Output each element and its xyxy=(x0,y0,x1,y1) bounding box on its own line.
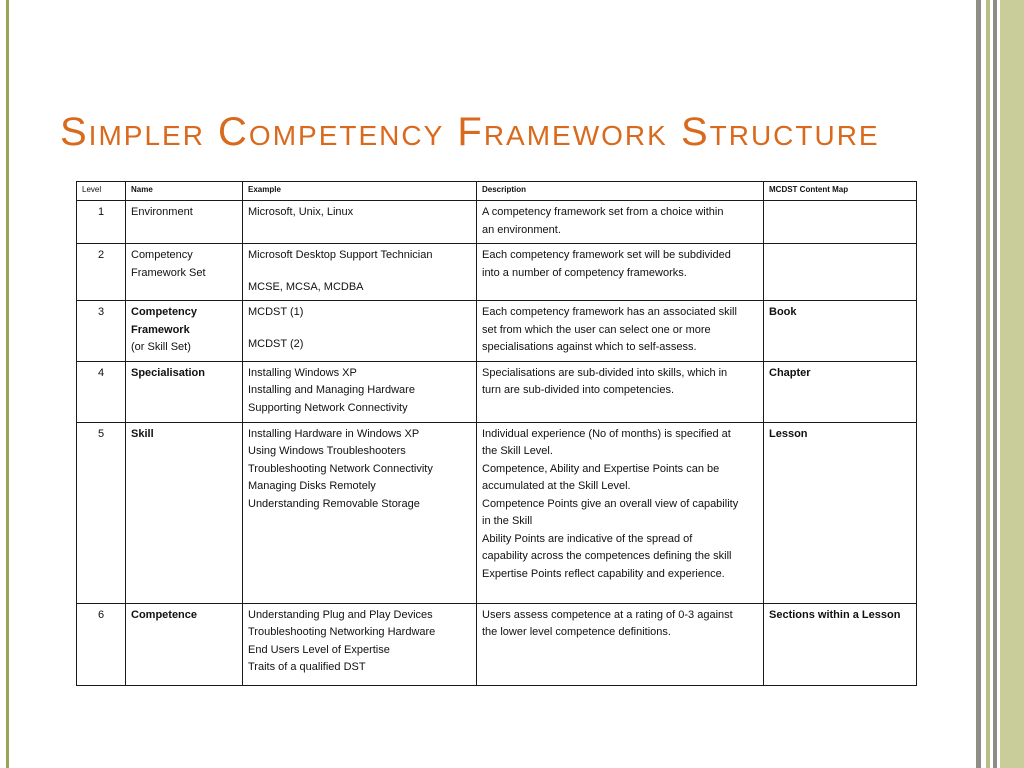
cell-description-line: Users assess competence at a rating of 0-3 against xyxy=(482,608,733,621)
cell-description-line: an environment. xyxy=(482,223,561,236)
cell-description xyxy=(477,422,764,603)
cell-description-line: A competency framework set from a choice within xyxy=(482,206,724,218)
cell-content-map xyxy=(764,201,917,244)
cell-example-line: Installing Hardware in Windows XP xyxy=(248,427,420,440)
cell-description-line: the lower level competence definitions. xyxy=(482,626,671,638)
cell-example-line: Installing Windows XP xyxy=(248,366,357,379)
table-row xyxy=(77,422,917,603)
cell-description-line: set from which the user can select one or more xyxy=(482,323,711,336)
right-bar-1 xyxy=(976,0,981,768)
cell-description xyxy=(477,244,764,301)
right-bar-2 xyxy=(986,0,990,768)
cell-description-line: turn are sub-divided into competencies. xyxy=(482,384,674,396)
table-row xyxy=(77,201,917,244)
cell-example-line: Microsoft Desktop Support Technician xyxy=(248,249,433,261)
header-description: Description xyxy=(477,182,764,201)
cell-level: 1 xyxy=(77,201,126,244)
cell-content-map xyxy=(764,244,917,301)
header-name: Name xyxy=(126,182,243,201)
cell-description-line: capability across the competences defining the skill xyxy=(482,550,732,562)
header-level: Level xyxy=(77,182,126,201)
cell-name xyxy=(126,244,243,301)
header-example: Example xyxy=(243,182,477,201)
cell-example-line: Using Windows Troubleshooters xyxy=(248,445,406,457)
cell-description-line: accumulated at the Skill Level. xyxy=(482,480,631,492)
cell-example xyxy=(243,603,477,685)
table-row xyxy=(77,603,917,685)
cell-example xyxy=(243,201,477,244)
cell-name-line: Environment xyxy=(131,206,193,218)
cell-name xyxy=(126,301,243,362)
cell-name-line: Specialisation xyxy=(131,366,205,379)
table-row xyxy=(77,244,917,301)
cell-name-line: Framework xyxy=(131,323,190,336)
cell-description-line: Competence Points give an overall view of capability xyxy=(482,497,739,510)
cell-description-line: Specialisations are sub-divided into skills, which in xyxy=(482,366,728,379)
cell-name-line: Competency xyxy=(131,249,193,261)
cell-example-line: Supporting Network Connectivity xyxy=(248,401,408,414)
cell-content-map: Sections within a Lesson xyxy=(764,603,917,685)
cell-example-line: Installing and Managing Hardware xyxy=(248,384,415,396)
cell-description-line: Each competency framework set will be subdivided xyxy=(482,249,731,261)
cell-example-line: Troubleshooting Network Connectivity xyxy=(248,462,433,475)
cell-name-line: Competence xyxy=(131,608,198,621)
header-content-map: MCDST Content Map xyxy=(764,182,917,201)
right-bar-4 xyxy=(1000,0,1024,768)
cell-example-line: MCSE, MCSA, MCDBA xyxy=(248,280,364,293)
cell-description xyxy=(477,603,764,685)
table-header-row xyxy=(77,182,917,201)
cell-name xyxy=(126,361,243,422)
cell-description xyxy=(477,201,764,244)
right-bar-3 xyxy=(993,0,997,768)
cell-name-line: Competency xyxy=(131,306,198,318)
cell-example-line: Understanding Removable Storage xyxy=(248,497,420,510)
cell-description-line: Competence, Ability and Expertise Points can be xyxy=(482,462,720,475)
cell-level: 5 xyxy=(77,422,126,603)
cell-example-line: Microsoft, Unix, Linux xyxy=(248,206,354,218)
slide-title: Simpler Competency Framework Structure xyxy=(60,110,880,154)
cell-example-line: Understanding Plug and Play Devices xyxy=(248,608,433,621)
cell-example-line: Traits of a qualified DST xyxy=(248,661,366,673)
cell-description-line: Individual experience (No of months) is specified at xyxy=(482,427,731,440)
cell-description-line: Ability Points are indicative of the spread of xyxy=(482,532,693,545)
cell-level: 6 xyxy=(77,603,126,685)
cell-example xyxy=(243,361,477,422)
cell-level: 2 xyxy=(77,244,126,301)
cell-content-map: Lesson xyxy=(764,422,917,603)
cell-description xyxy=(477,301,764,362)
cell-content-map: Chapter xyxy=(764,361,917,422)
cell-level: 3 xyxy=(77,301,126,362)
cell-content-map: Book xyxy=(764,301,917,362)
cell-example xyxy=(243,301,477,362)
cell-name-line: Skill xyxy=(131,427,154,440)
cell-name-line: (or Skill Set) xyxy=(131,341,191,353)
cell-description-line: Each competency framework has an associated skill xyxy=(482,306,737,318)
cell-description-line: in the Skill xyxy=(482,515,533,527)
cell-name xyxy=(126,422,243,603)
table-row xyxy=(77,361,917,422)
cell-description xyxy=(477,361,764,422)
cell-name xyxy=(126,603,243,685)
cell-description-line: into a number of competency frameworks. xyxy=(482,266,687,279)
cell-name-line: Framework Set xyxy=(131,266,206,279)
cell-name xyxy=(126,201,243,244)
cell-example-line: MCDST (1) xyxy=(248,306,304,318)
cell-example-line: MCDST (2) xyxy=(248,337,304,350)
cell-level: 4 xyxy=(77,361,126,422)
cell-description-line: the Skill Level. xyxy=(482,445,553,457)
right-decorative-bars xyxy=(976,0,1024,768)
cell-example-line: Troubleshooting Networking Hardware xyxy=(248,626,436,638)
left-decorative-bar xyxy=(6,0,9,768)
cell-description-line: specialisations against which to self-assess. xyxy=(482,341,697,353)
cell-example xyxy=(243,422,477,603)
cell-description-line: Expertise Points reflect capability and experience. xyxy=(482,567,725,580)
cell-example-line: Managing Disks Remotely xyxy=(248,480,376,492)
cell-example-line: End Users Level of Expertise xyxy=(248,643,390,656)
cell-example xyxy=(243,244,477,301)
competency-table xyxy=(76,181,917,686)
table-row xyxy=(77,301,917,362)
